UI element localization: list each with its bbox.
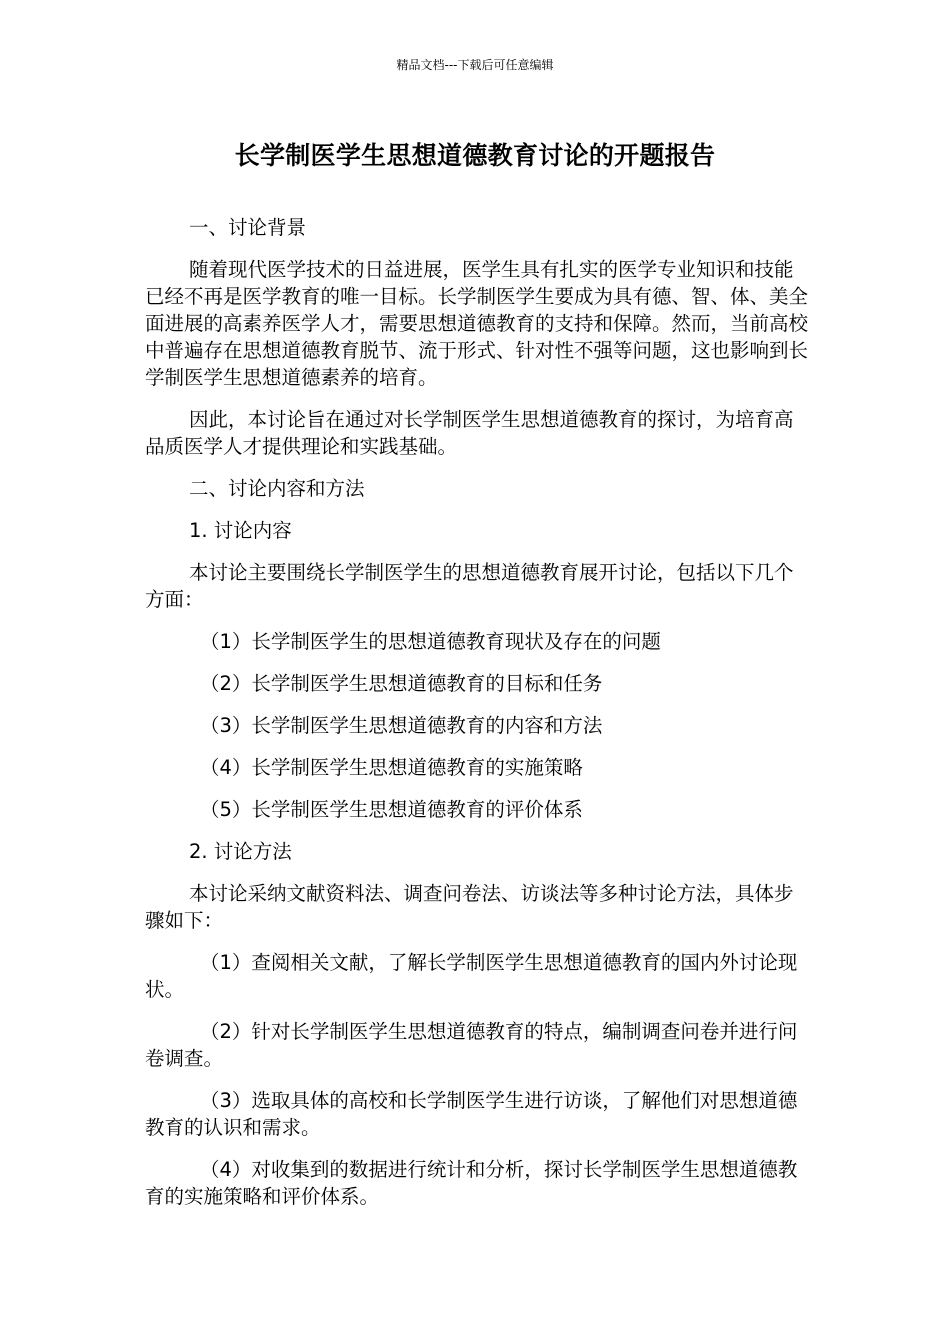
subsection-heading-methods: 2. 讨论方法	[189, 840, 292, 863]
background-paragraph-1: 随着现代医学技术的日益进展，医学生具有扎实的医学专业知识和技能已经不再是医学教育的唯一目标。长学制医学生要成为具有德、智、体、美全面进展的高素养医学人才，需要思想道德教育的支持和保障。然而，当前高校中普遍存在思想道德教育脱节、流于形式、针对性不强等问题，这也影响到长学制医学生思想道德素养的培育。	[145, 258, 809, 389]
subsection-heading-content: 1. 讨论内容	[189, 519, 292, 542]
methods-step-item: （1）查阅相关文献，了解长学制医学生思想道德教育的国内外讨论现状。	[145, 951, 798, 1001]
section-heading-content-methods: 二、讨论内容和方法	[189, 477, 365, 500]
document-title: 长学制医学生思想道德教育讨论的开题报告	[234, 141, 716, 170]
page-header: 精品文档---下载后可任意编辑	[396, 58, 554, 72]
content-list-item: （2）长学制医学生思想道德教育的目标和任务	[200, 672, 603, 695]
methods-step-item: （2）针对长学制医学生思想道德教育的特点，编制调查问卷并进行问卷调查。	[145, 1020, 798, 1070]
methods-intro-paragraph: 本讨论采纳文献资料法、调查问卷法、访谈法等多种讨论方法，具体步骤如下：	[145, 882, 794, 932]
methods-step-item: （4）对收集到的数据进行统计和分析，探讨长学制医学生思想道德教育的实施策略和评价体系。	[145, 1158, 798, 1208]
document-body	[145, 214, 809, 1225]
content-intro-paragraph: 本讨论主要围绕长学制医学生的思想道德教育展开讨论，包括以下几个方面：	[145, 561, 794, 611]
content-list-item: （3）长学制医学生思想道德教育的内容和方法	[200, 714, 603, 737]
content-list-item: （5）长学制医学生思想道德教育的评价体系	[200, 798, 583, 821]
content-list-item: （1）长学制医学生的思想道德教育现状及存在的问题	[200, 630, 661, 653]
background-paragraph-2: 因此，本讨论旨在通过对长学制医学生思想道德教育的探讨，为培育高品质医学人才提供理论和实践基础。	[145, 408, 794, 458]
methods-step-item: （3）选取具体的高校和长学制医学生进行访谈，了解他们对思想道德教育的认识和需求。	[145, 1089, 798, 1139]
content-list-item: （4）长学制医学生思想道德教育的实施策略	[200, 756, 583, 779]
section-heading-background: 一、讨论背景	[189, 216, 307, 239]
